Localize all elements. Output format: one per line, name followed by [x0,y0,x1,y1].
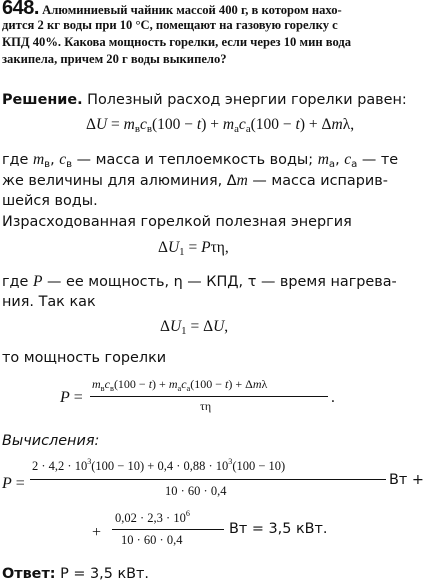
calc-p-label: P = [2,475,25,492]
calc-num1-a: 2 · 4,2 · 10 [32,459,88,473]
where1-b: — масса и теплоемкость воды; [72,152,318,168]
answer-label: Ответ: [2,566,56,582]
where-line-1: где $m_в$, $c_в$ — масса и теплоемкость воды; $m_а$, $c_а$ — те [2,151,399,170]
problem-line-2: дится 2 кг воды при 10 °С, помещают на газовую горелку с [2,18,338,32]
calc-fraction-bar-1 [30,479,386,480]
where-p-line-1: где P — ее мощность, η — КПД, τ — время нагрева- [2,273,397,290]
calc-numerator-2 [115,511,190,526]
calc-num1-c: (100 − 10) [232,459,286,473]
calc-unit-w-1: Вт [389,472,408,488]
calc-result: Вт = 3,5 кВт. [229,521,328,537]
formula-p-period: . [331,389,335,406]
problem-number: 648. [2,0,39,19]
where-line-2: же величины для алюминия, Δm — масса испарив- [2,172,388,189]
calc-denominator-2: 10 · 60 · 0,4 [121,533,183,547]
spent-energy-text: Израсходованная горелкой полезная энергия [2,214,352,230]
calc-unit-w-2: Вт [229,521,248,537]
formula-p-label: P = [60,389,83,406]
calc-num1-exp: 3 [87,457,92,466]
where-p3: — КПД, [182,274,248,290]
formula-equality: $\Delta U_1 = \Delta U$, [160,318,229,337]
problem-line-1 [2,0,424,18]
problem-text-1: Алюминиевый чайник массой 400 г, в котором нахо- [42,3,342,17]
where-p2: — ее мощность, [42,274,174,290]
formula-delta-u1: $\Delta U_1 = P\tau\eta$, [158,239,229,258]
solution-intro [2,92,407,108]
calc-label: Вычисления: [2,433,100,449]
where-p-line-2: ния. Так как [2,294,96,310]
where-p1: где [2,274,33,290]
power-text: то мощность горелки [2,350,167,366]
formula-p-numerator: $m_вc_в(100 - t) + m_аc_а(100 - t) + \Delta m\lambda$ [92,377,268,393]
answer-line [2,566,149,582]
where1-c: — те [357,152,399,168]
where2-a: же величины для алюминия, [2,173,227,189]
problem-line-4: закипела, причем 20 г воды выкипело? [2,52,227,66]
where2-b: — масса испарив- [247,173,388,189]
calc-denominator-1: 10 · 60 · 0,4 [165,484,227,498]
solution-intro-text: Полезный расход энергии горелки равен: [82,92,407,108]
where-p4: — время нагрева- [256,274,397,290]
calc-unit-kw: кВт [295,521,323,537]
solution-label: Решение. [2,92,83,108]
calc-fraction-bar-2 [112,529,224,530]
formula-p-denominator: τη [200,399,212,413]
calc-unit-1: Вт + [389,472,424,488]
formula-p-fraction-bar [90,396,328,397]
calc-num1-b: (100 − 10) + 0,4 · 0,88 · 10 [91,459,229,473]
calc-plus: + [92,524,102,541]
calc-numerator-1 [32,459,285,474]
calc-result-value: = 3,5 [251,521,292,537]
where1-a: где [2,152,33,168]
answer-value: P = 3,5 кВт. [60,566,149,582]
problem-line-3: КПД 40%. Какова мощность горелки, если через 10 мин вода [2,35,352,49]
formula-delta-u: $\Delta U = m_вc_в(100 - t) + m_аc_а(100 - t) + \Delta m\lambda$, [86,116,355,135]
calc-num1-exp2: 3 [228,457,233,466]
calc-num2-exp: 6 [185,509,190,518]
where-line-3: шейся воды. [2,193,98,209]
calc-num2-a: 0,02 · 2,3 · 10 [115,511,186,525]
